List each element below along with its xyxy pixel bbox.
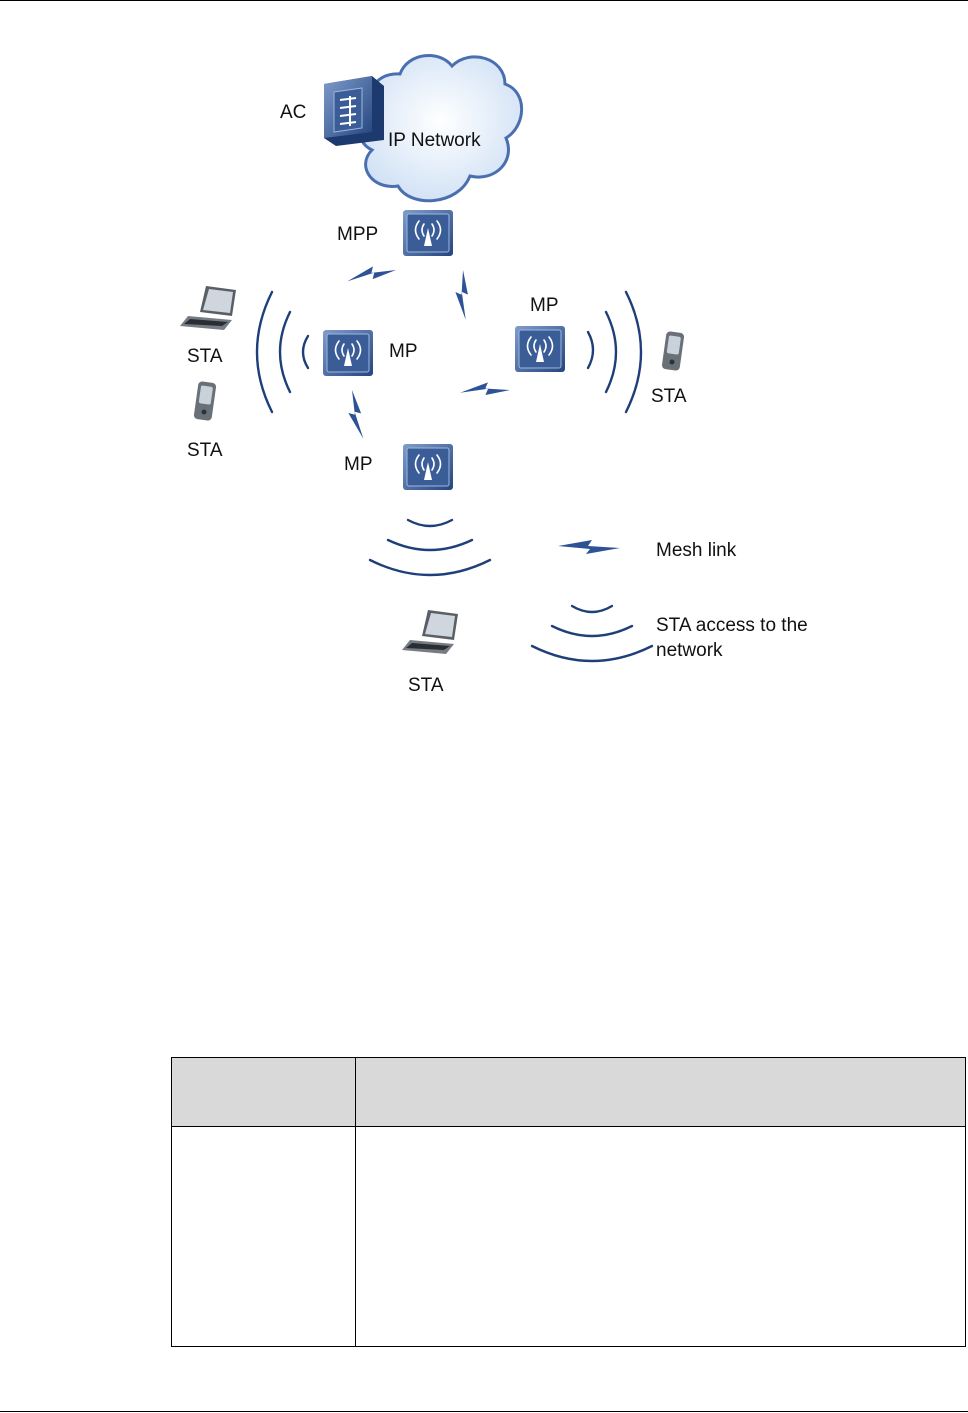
sta-laptop-left-icon <box>180 286 236 330</box>
mp-left-access-point-icon <box>323 330 373 376</box>
sta-access-waves <box>257 292 641 575</box>
table-header-row <box>172 1058 966 1127</box>
mesh-link-mp-left-mp-bottom <box>333 390 383 439</box>
table-cell <box>172 1127 356 1347</box>
table-header-cell <box>172 1058 356 1127</box>
label-mpp: MPP <box>337 224 379 245</box>
legend-sta-access-icon <box>532 606 652 661</box>
legend-mesh-link-icon <box>558 540 620 554</box>
label-sta-phone-left: STA <box>187 440 223 461</box>
sta-phone-left-icon <box>193 381 216 421</box>
mp-bottom-access-point-icon <box>403 444 453 490</box>
label-sta-laptop-bottom: STA <box>408 675 444 696</box>
table-row <box>172 1127 966 1347</box>
label-ip-network: IP Network <box>388 130 481 151</box>
sta-laptop-bottom-icon <box>402 610 458 654</box>
label-ac: AC <box>280 102 307 123</box>
sta-phone-right-icon <box>661 331 684 371</box>
page-bottom-rule <box>0 1411 968 1412</box>
label-mp-bottom: MP <box>344 454 373 475</box>
ac-controller-icon <box>324 76 384 146</box>
parameter-table <box>171 1057 966 1347</box>
label-sta-phone-right: STA <box>651 386 687 407</box>
mp-right-access-point-icon <box>515 326 565 372</box>
legend-label-sta-access-line2: network <box>656 640 723 661</box>
table-cell <box>356 1127 966 1347</box>
ip-network-cloud <box>360 56 521 201</box>
label-sta-laptop-left: STA <box>187 346 223 367</box>
legend-label-mesh-link: Mesh link <box>656 540 737 561</box>
mesh-link-mpp-mp-left <box>347 251 396 301</box>
mesh-link-mpp-mp-right <box>440 270 489 320</box>
label-mp-right: MP <box>530 295 559 316</box>
table-header-cell <box>356 1058 966 1127</box>
mesh-link-mp-right-mp-bottom <box>460 367 510 416</box>
label-mp-left: MP <box>389 341 418 362</box>
mpp-access-point-icon <box>403 210 453 256</box>
legend-label-sta-access-line1: STA access to the <box>656 615 808 636</box>
